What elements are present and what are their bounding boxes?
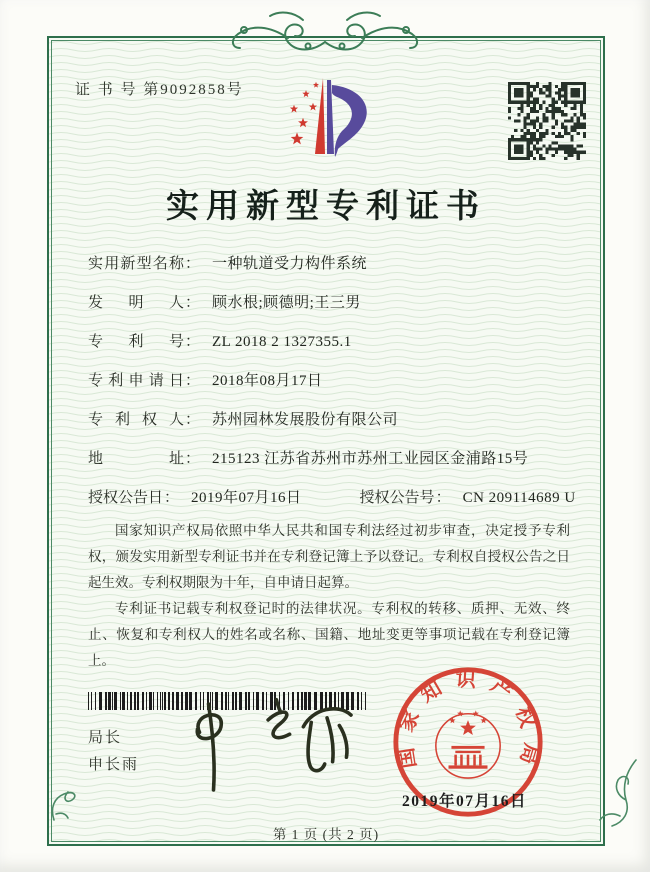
field-filing-date	[88, 369, 570, 408]
field-label: 授权公告号	[359, 490, 435, 506]
officer-title: 局长	[88, 729, 123, 746]
field-patentee	[88, 408, 570, 447]
field-label: 授权公告日	[88, 490, 164, 506]
field-value: 顾水根;顾德明;王三男	[212, 295, 361, 311]
legal-paragraph-1: 国家知识产权局依照中华人民共和国专利法经过初步审查，决定授予专利权，颁发实用新型专利证书并在专利登记簿上予以登记。专利权自授权公告之日起生效。专利权期限为十年，自申请日起算。	[88, 523, 570, 590]
page-number: 第 1 页 (共 2 页)	[272, 827, 380, 842]
certificate-number: 证 书 号 第9092858号	[75, 82, 244, 98]
field-label: 专利权人	[88, 412, 184, 428]
field-label: 专利号	[88, 334, 184, 350]
seal-date: 2019年07月16日	[402, 793, 528, 810]
leaf-scroll-ornament-icon	[586, 756, 644, 830]
colon: ：	[435, 490, 451, 506]
grant-date-value: 2019年07月16日	[191, 490, 302, 506]
colon: ：	[185, 256, 201, 272]
leaf-scroll-ornament-icon	[48, 778, 84, 822]
field-grant-number	[360, 486, 576, 507]
qr-code-icon	[508, 82, 586, 160]
dragon-scroll-ornament-icon	[208, 6, 442, 60]
colon: ：	[185, 412, 201, 428]
field-utility-model-name	[88, 252, 570, 291]
officer-name: 申长雨	[88, 756, 140, 773]
national-emblem	[436, 710, 500, 778]
colon: ：	[185, 451, 201, 467]
field-value: 215123 江苏省苏州市苏州工业园区金浦路15号	[212, 451, 529, 467]
cnipa-patent-logo-icon	[280, 76, 380, 161]
field-address	[88, 447, 570, 486]
field-value: 2018年08月17日	[212, 373, 323, 389]
legal-text	[88, 518, 570, 674]
field-label: 专利申请日	[88, 373, 184, 389]
legal-paragraph-2: 专利证书记载专利权登记时的法律状况。专利权的转移、质押、无效、终止、恢复和专利权人的姓名或名称、国籍、地址变更等事项记载在专利登记簿上。	[88, 601, 570, 668]
grant-number-value: CN 209114689 U	[462, 490, 576, 506]
colon: ：	[185, 373, 201, 389]
seal-ring-text: 国家知识产权局	[393, 668, 543, 779]
field-patent-number	[88, 330, 570, 369]
colon: ：	[185, 295, 201, 311]
officer-block	[88, 726, 139, 780]
field-value: 苏州园林发展股份有限公司	[212, 412, 399, 428]
officer-signature-icon	[170, 695, 363, 797]
certificate-title: 实用新型专利证书	[166, 189, 486, 225]
certificate-fields	[88, 252, 576, 525]
field-label: 实用新型名称	[88, 256, 184, 272]
colon: ：	[185, 334, 201, 350]
colon: ：	[164, 490, 180, 506]
field-label: 发明人	[88, 295, 184, 311]
field-label: 地址	[88, 451, 184, 467]
field-value: ZL 2018 2 1327355.1	[212, 334, 352, 350]
field-inventors	[88, 291, 570, 330]
field-value: 一种轨道受力构件系统	[212, 256, 368, 272]
